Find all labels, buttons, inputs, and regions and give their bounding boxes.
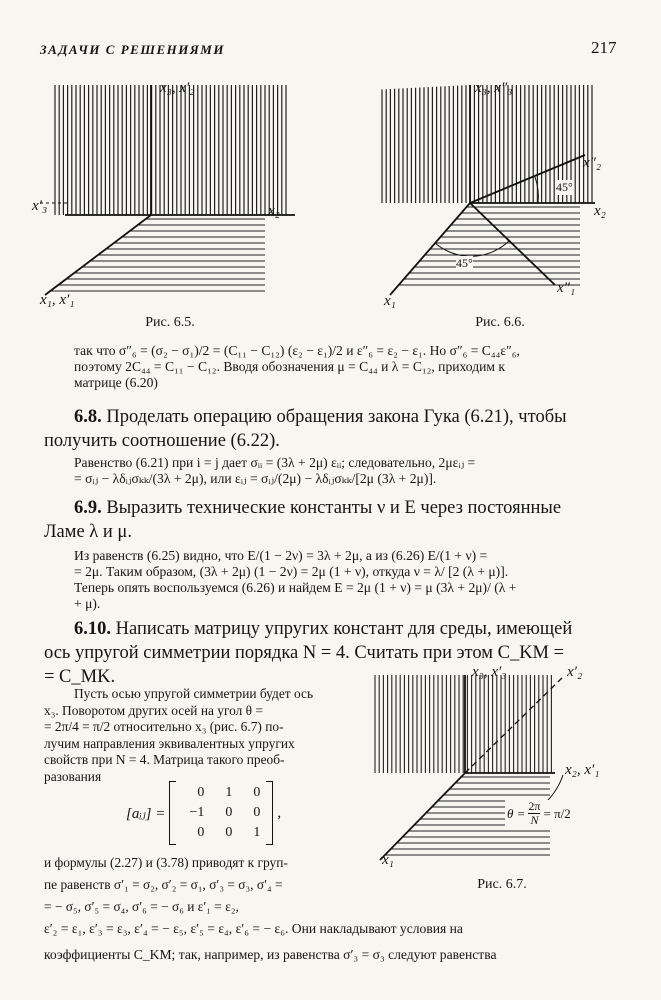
- solution-line: = σᵢⱼ − λδᵢⱼσₖₖ/(3λ + 2μ), или εᵢⱼ = σᵢⱼ/(2μ) − λδᵢⱼσₖₖ/[2μ (3λ + 2μ)].: [74, 471, 437, 486]
- matrix-trailing-comma: ,: [277, 804, 282, 821]
- hatch-floor: [399, 207, 580, 285]
- problem-6-10-after-matrix: [44, 852, 362, 918]
- solution-line: x₃. Поворотом других осей на угол θ =: [44, 702, 263, 718]
- label-upper-right: x′₂: [567, 664, 583, 680]
- statement-line: ось упругой симметрии порядка N = 4. Считать при этом C_KM =: [44, 643, 565, 663]
- problem-6-9-solution: [74, 548, 622, 612]
- matrix-cell: 1: [225, 785, 233, 800]
- problem-6-10-solution-left: [44, 686, 362, 785]
- label-lower-right: x″₁: [557, 280, 576, 296]
- matrix-body: [179, 783, 263, 843]
- label-upper-right: x″₂: [583, 155, 602, 171]
- problem-number: 6.10.: [74, 619, 111, 639]
- problem-6-9-statement: [44, 496, 624, 544]
- caption-fig-6-6: Рис. 6.6.: [475, 315, 525, 330]
- statement-line: Ламе λ и μ.: [44, 522, 132, 542]
- label-angle-upper: 45°: [556, 180, 573, 194]
- matrix-row: [179, 823, 263, 843]
- solution-line: свойств при N = 4. Матрица такого преоб-: [44, 752, 285, 767]
- transformation-matrix: [126, 780, 281, 846]
- axis-x1: [380, 773, 465, 860]
- running-head: ЗАДАЧИ С РЕШЕНИЯМИ: [40, 42, 225, 57]
- matrix-cell: 0: [225, 825, 233, 840]
- matrix-cell: 0: [197, 825, 205, 840]
- solution-line: = 2π/4 = π/2 относительно x₃ (рис. 6.7) по-: [44, 719, 284, 734]
- theta-denominator: N: [530, 813, 539, 827]
- hatch-back-wall: [375, 675, 551, 773]
- label-top: x₃, x′₂: [160, 80, 195, 96]
- statement-line: получить соотношение (6.22).: [44, 431, 280, 451]
- solution-line: Равенство (6.21) при i = j дает σᵢᵢ = (3λ + 2μ) εᵢᵢ; следовательно, 2μεᵢⱼ =: [74, 455, 476, 470]
- problem-number: 6.8.: [74, 407, 102, 427]
- matrix-cell: 0: [253, 785, 261, 800]
- theta-result: = π/2: [543, 805, 571, 821]
- label-right: x₂, x′₁: [565, 762, 600, 778]
- statement-line: Проделать операцию обращения закона Гука (6.21), чтобы: [101, 407, 567, 427]
- angle-arc-lower: [435, 240, 510, 256]
- matrix-row: [179, 783, 263, 803]
- label-bottom: x₁: [384, 293, 396, 309]
- caption-fig-6-7: Рис. 6.7.: [477, 877, 527, 892]
- label-top: x₃, x″₃: [475, 80, 513, 96]
- problem-6-10-bottom: [44, 916, 624, 968]
- problem-number: 6.9.: [74, 498, 102, 518]
- matrix-cell: 0: [225, 805, 233, 820]
- solution-line: = 2μ. Таким образом, (3λ + 2μ) (1 − 2ν) = 2μ (1 + ν), откуда ν = λ/ [2 (λ + μ)].: [74, 564, 509, 579]
- label-angle-lower: 45°: [456, 256, 473, 270]
- figure-6-6: [370, 75, 645, 315]
- problem-6-8-statement: [44, 405, 624, 453]
- matrix-left-bracket: [169, 781, 176, 845]
- text-line: поэтому 2C₄₄ = C₁₁ − C₁₂. Вводя обозначения μ = C₄₄ и λ = C₁₂, приходим к: [74, 359, 505, 374]
- label-top: x₃, x′₃: [472, 664, 507, 680]
- label-right: x₂: [268, 203, 280, 219]
- theta-formula: [505, 800, 573, 827]
- matrix-cell: 0: [197, 785, 205, 800]
- statement-line: Написать матрицу упругих констант для среды, имеющей: [111, 619, 573, 639]
- solution-line: и формулы (2.27) и (3.78) приводят к груп-: [44, 855, 288, 870]
- theta-numerator: 2π: [528, 799, 541, 813]
- label-bottom: x₁: [382, 852, 394, 868]
- solution-line: лучим направления эквивалентных упругих: [44, 735, 295, 751]
- solution-line: коэффициенты C_KM; так, например, из равенства σ′₃ = σ₃ следуют равенства: [44, 947, 497, 962]
- hatch-floor: [50, 219, 265, 291]
- solution-line: Из равенств (6.25) видно, что E/(1 − 2ν) = 3λ + 2μ, а из (6.26) E/(1 + ν) =: [74, 548, 488, 563]
- theta-label: θ =: [507, 805, 526, 821]
- text-line: матрице (6.20): [74, 375, 158, 390]
- hatch-back-wall: [55, 85, 286, 215]
- matrix-cell: −1: [189, 805, 205, 820]
- statement-line: = C_MK.: [44, 667, 116, 687]
- matrix-cell: 1: [253, 825, 261, 840]
- page-number: 217: [591, 38, 617, 57]
- matrix-cell: 0: [253, 805, 261, 820]
- matrix-right-bracket: [266, 781, 273, 845]
- matrix-label: [aᵢⱼ] =: [126, 805, 166, 822]
- statement-line: Выразить технические константы ν и E через постоянные: [101, 498, 562, 518]
- solution-line: = − σ₅, σ′₅ = σ₄, σ′₆ = − σ₆ и ε′₁ = ε₂,: [44, 899, 239, 914]
- text-line: так что σ″₆ = (σ₂ − σ₁)/2 = (C₁₁ − C₁₂) (ε₂ − ε₁)/2 и ε″₆ = ε₂ − ε₁. Но σ″₆ = C₄₄ε″₆,: [74, 343, 520, 358]
- problem-6-8-solution: [74, 455, 622, 487]
- solution-line: ε′₂ = ε₁, ε′₃ = ε₃, ε′₄ = − ε₅, ε′₅ = ε₄, ε′₆ = − ε₆. Они накладывают условия на: [44, 921, 463, 936]
- label-right: x₂: [594, 203, 606, 219]
- theta-fraction: [528, 800, 540, 827]
- label-left: x′₃: [32, 198, 48, 214]
- solution-line: пе равенств σ′₁ = σ₂, σ′₂ = σ₁, σ′₃ = σ₃, σ′₄ =: [44, 877, 283, 892]
- figure-6-5: [25, 75, 305, 315]
- caption-fig-6-5: Рис. 6.5.: [145, 315, 195, 330]
- label-bottom: x₁, x′₁: [40, 292, 75, 308]
- solution-line: Теперь опять воспользуемся (6.26) и найдем E = 2μ (1 + ν) = μ (3λ + 2μ)/ (λ +: [74, 580, 517, 595]
- solution-line: Пусть осью упругой симметрии будет ось: [74, 686, 314, 701]
- solution-line: + μ).: [74, 596, 101, 611]
- matrix-row: [179, 803, 263, 823]
- paragraph-after-figures: [74, 343, 622, 391]
- solution-line: разования: [44, 768, 102, 784]
